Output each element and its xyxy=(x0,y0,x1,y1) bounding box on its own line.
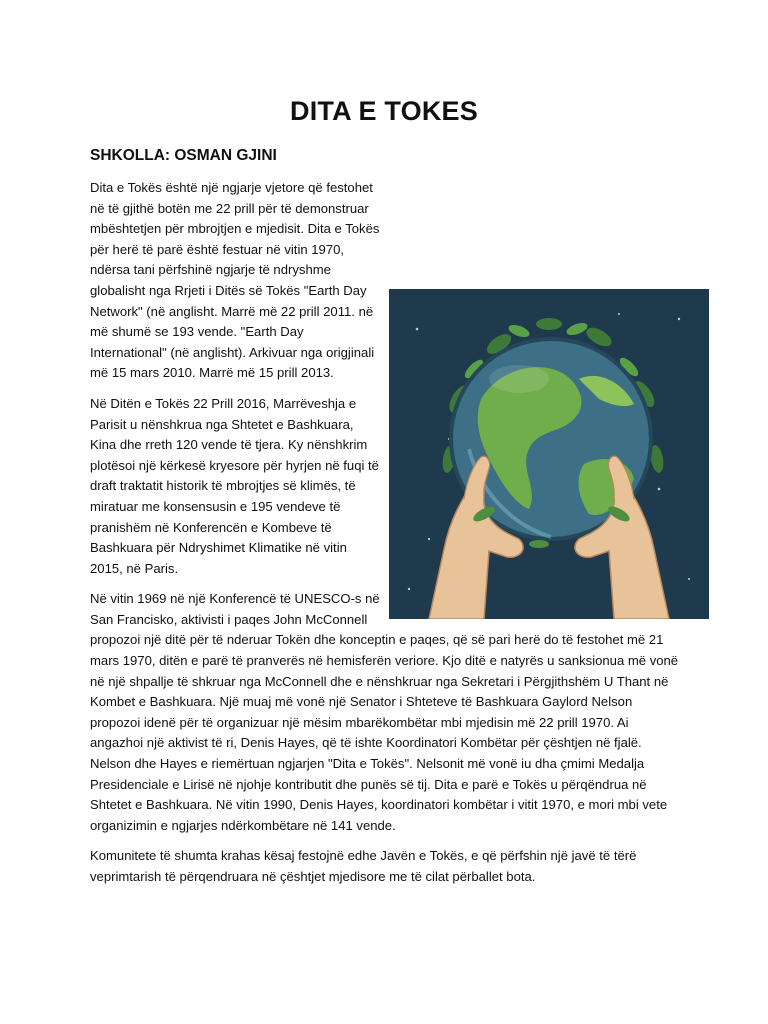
hands-holding-earth-illustration xyxy=(389,289,709,619)
paragraph-2: Në Ditën e Tokës 22 Prill 2016, Marrëveshja e Parisit u nënshkrua nga Shtetet e Bashkuara, Kina dhe rreth 120 vende të tjera. Ky nënshkrim plotësoi një kërkesë kryesore për hyrjen në fuqi të draft traktatit historik të mbrojtjes së klimës, të miratuar me konsensusin e 195 vendeve të pranishëm në Konferencën e Kombeve të Bashkuara për Ndryshimet Klimatike në vitin 2015, në Paris. xyxy=(90,395,379,576)
document-body xyxy=(90,178,680,898)
school-name: SHKOLLA: OSMAN GJINI xyxy=(90,147,277,164)
paragraph-3: Në vitin 1969 në një Konferencë të UNESCO-s në San Francisko, aktivisti i paqes John McConnell propozoi një ditë për të nderuar Tokën dhe konceptin e paqes, që së pari herë do të festohet më 21 mars 1970, ditën e parë të pranverës në hemisferën veriore. Kjo ditë e natyrës u sanksionua më vonë në një shpallje të shkruar nga McConnell dhe e nënshkruar nga Sekretari i Përgjithshëm U Thant në Kombet e Bashkuara. Një muaj më vonë një Senator i Shteteve të Bashkuara Gaylord Nelson propozoi idenë për të organizuar një mësim mbarëkombëtar mbi mjedisin më 22 prill 1970. Ai angazhoi një aktivist të ri, Denis Hayes, që të ishte Koordinatori Kombëtar për çështjen në fjalë. Nelson dhe Hayes e riemërtuan ngjarjen "Dita e Tokës". Nelsonit më vonë iu dha çmimi Medalja Presidenciale e Lirisë në njohje kontributit dhe punës së tij. Dita e parë e Tokës u përqëndrua në Shtetet e Bashkuara. Në vitin 1990, Denis Hayes, koordinatori kombëtar i vitit 1970, e mori mbi vete organizimin e ngjarjes ndërkombëtare në 141 vende. xyxy=(90,591,679,833)
paragraph-4: Komunitete të shumta krahas kësaj festojnë edhe Javën e Tokës, e që përfshin një javë të tërë veprimtarish të përqendruara në çështjet mjedisore me të cilat përballet bota. xyxy=(90,848,637,884)
document-title: DITA E TOKES xyxy=(290,96,478,126)
paragraph-1: Dita e Tokës është një ngjarje vjetore që festohet në të gjithë botën me 22 prill për të demonstruar mbështetjen për mbrojtjen e mjedisit. Dita e Tokës për herë të parë është festuar në vitin 1970, ndërsa tani përfshinë ngjarje të ndryshme globalisht nga Rrjeti i Ditës së Tokës "Earth Day Network" (në anglisht. Marrë më 22 prill 2011. në më shumë se 193 vende. "Earth Day International" (në anglisht). Arkivuar nga origjinali më 15 mars 2010. Marrë më 15 prill 2013. xyxy=(90,180,380,381)
